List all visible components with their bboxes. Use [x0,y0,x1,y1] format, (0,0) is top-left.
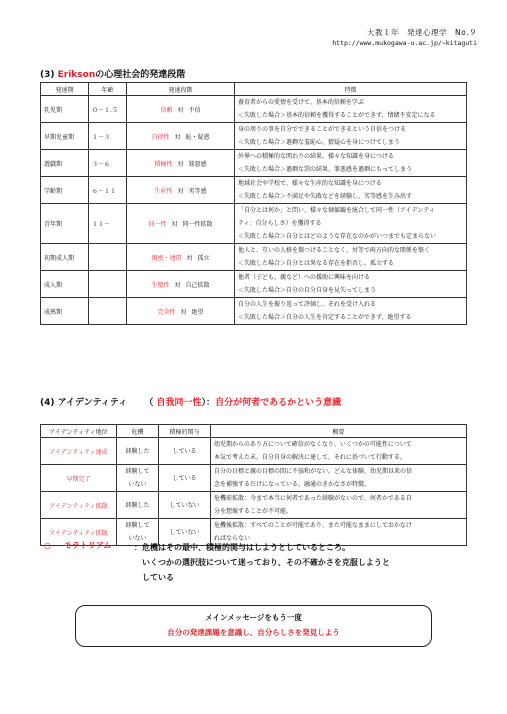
versus-word: 対 [180,308,187,316]
stage-crisis-cell [127,123,235,150]
table-row [41,96,467,123]
section4-title-text: アイデンティティ [57,398,128,408]
column-header: 発達期 [41,83,89,96]
status-summary-cell [211,465,467,492]
summary-line: 念を補強するだけになっている。融通のきかなさが特徴。 [214,481,371,488]
stage-feature-cell [235,244,467,271]
summary-line: 危機前拡散：今まで本当に何者であった経験がないので、何者かである自 [214,495,412,502]
negative-pole: 罪悪感 [188,160,207,168]
stage-crisis-cell [127,204,235,244]
stage-period-cell: 学齢期 [41,177,89,204]
stage-age-cell [89,244,127,271]
column-header: 年齢 [89,83,127,96]
table-header-row [41,425,467,438]
stage-age-cell [89,298,127,325]
table-row [41,244,467,271]
identity-status-cell: 早期完了 [41,465,117,492]
moratorium-label-block [44,540,111,551]
column-header: アイデンティティ地位 [41,425,117,438]
crisis-line: 経験した [125,447,150,455]
versus-word: 対 [177,187,184,195]
crisis-line: 経験して [125,522,150,529]
column-header: 特徴 [235,83,467,96]
section4-red-term: 自我同一性 [156,398,202,408]
positive-pole: 積極性 [154,160,173,168]
status-summary-cell [211,438,467,465]
crisis-line: いない [128,535,147,542]
crisis-line: 経験した [125,501,150,509]
table-row [41,492,467,519]
stage-crisis-cell [127,244,235,271]
column-header: 危機 [117,425,159,438]
negative-pole: 孤立 [197,254,210,262]
stage-period-cell: 青年期 [41,204,89,244]
section4-colon: ： [206,398,216,408]
summary-line: 分を想像することが不可能。 [214,508,293,515]
stage-age-cell: ６－１１ [89,177,127,204]
section4-red-definition: 自分が何者であるかという意識 [215,398,342,408]
erikson-stages-table [40,82,467,325]
feature-line: ＜失敗した場合＞過剰な羞恥心、猜疑心を身につけてしまう [238,139,400,146]
negative-pole: 自己拡散 [185,281,210,289]
positive-pole: 生殖性 [151,281,170,289]
feature-line: ＜失敗した場合＞自分の人生を肯定することができず、絶望する [238,314,412,321]
crisis-line: 経験して [125,468,150,475]
stage-feature-cell [235,204,467,244]
commitment-line: している [172,474,197,482]
negative-pole: 同一性拡散 [182,221,213,228]
commitment-cell [159,438,211,465]
feature-line: 養育者からの愛情を受けて、基本的信頼を学ぶ [238,99,364,106]
feature-line: ＜失敗した場合＞自分の自分自身を見失ってしまう [238,287,377,294]
table-row [41,177,467,204]
feature-line: ＜失敗した場合＞自分とは異なる存在を拒否し、孤立する [238,260,395,267]
main-message-heading: メインメッセージをもう一度 [205,613,302,622]
feature-line: 他人と、互いの人格を傷つけることなく、対等で両方向的な関係を築く [238,247,430,254]
negative-pole: 恥・疑惑 [185,133,210,141]
stage-feature-cell [235,177,467,204]
section3-title-rest: の心理社会的発達段階 [95,70,186,80]
versus-word: 対 [174,133,181,141]
course-header: 大教１年 発達心理学 No.９ [367,28,477,37]
crisis-cell [117,492,159,519]
stage-period-cell: 初期成人期 [41,244,89,271]
stage-age-cell: ３－６ [89,150,127,177]
feature-line: 他者（子ども、親など）への援助に興味を向ける [238,274,371,281]
summary-line: 本気で考えた末、自分自身の解決に達して、それに基づいて行動する。 [214,454,406,461]
stage-crisis-cell [127,298,235,325]
table-row [41,123,467,150]
commitment-line: していない [169,501,200,509]
section4-title [40,395,341,408]
crisis-line: いない [128,481,147,488]
crisis-cell [117,465,159,492]
summary-line: 自分の目標と親の目標の間に不協和がない。どんな体験、幼児期以来の信 [214,468,413,475]
feature-line: ＜失敗した場合＞自分とはどのような存在なのかがいつまでも定まらない [238,233,437,240]
identity-status-cell: アイデンティティ拡散 [41,519,117,546]
identity-status-table [40,424,467,546]
stage-feature-cell [235,271,467,298]
section3-title [40,67,185,80]
commitment-line: していない [169,528,200,536]
commitment-line: している [172,447,197,455]
negative-pole: 不信 [188,106,201,114]
feature-line: 外界への積極的な関わりの結果、様々な知識を身につける [238,153,394,160]
stage-crisis-cell [127,150,235,177]
summary-line: ればならない [214,535,251,542]
section3-accent: Erikson [57,70,96,80]
positive-pole: 完全性 [157,308,176,316]
table-row [41,465,467,492]
status-summary-cell [211,492,467,519]
negative-pole: 絶望 [191,308,204,316]
commitment-cell [159,465,211,492]
stage-feature-cell [235,96,467,123]
stage-age-cell: １－３ [89,123,127,150]
stage-period-cell: 早期児童期 [41,123,89,150]
feature-line: ＜失敗した場合＞基本的信頼を獲得することができず、情緒不安定になる [238,112,436,119]
feature-line: ＜失敗した場合＞不満足や失敗などを経験し、劣等感を生み出す [238,193,413,200]
positive-pole: 信頼 [160,106,173,114]
stage-period-cell: 乳児期 [41,96,89,123]
commitment-cell [159,492,211,519]
stage-feature-cell [235,150,467,177]
column-header: 概要 [211,425,467,438]
section4-number: (4) [40,398,55,408]
feature-line: 地域社会や学校で、様々な生産的な知識を身につける [238,180,382,187]
moratorium-description [134,540,390,585]
versus-word: 対 [171,221,178,228]
feature-line: ＜失敗した場合＞過剰な罰の結果、罪悪感を過剰にもってしまう [238,166,413,173]
stage-crisis-cell [127,96,235,123]
stage-feature-cell [235,123,467,150]
positive-pole: 生産性 [154,187,173,195]
main-message-box [75,605,432,647]
negative-pole: 劣等感 [188,187,207,195]
versus-word: 対 [177,160,184,168]
stage-period-cell: 成熟期 [41,298,89,325]
positive-pole: 自律性 [151,133,170,141]
stage-period-cell: 遊戯期 [41,150,89,177]
summary-line: 幼児期からのあり方について確信がなくなり、いくつかの可能性について [214,441,412,448]
positive-pole: 親密・連帯 [151,254,182,262]
feature-line: 身の周りの事を自分でできることができるという自信をつける [238,126,407,133]
table-row [41,438,467,465]
table-row [41,204,467,244]
crisis-cell [117,438,159,465]
table-row [41,298,467,325]
feature-line: ティ：自分らしさ）を獲得する [238,220,322,227]
stage-feature-cell [235,298,467,325]
positive-pole: 同一性 [148,221,167,228]
identity-status-cell: アイデンティティ達成 [41,438,117,465]
feature-line: 「自分とは何か」と問い、様々な価値観を統合して同一性（アイデンティ [238,207,435,214]
identity-status-cell: アイデンティティ拡散 [41,492,117,519]
stage-age-cell: １１－ [89,204,127,244]
column-header: 積極的関与 [159,425,211,438]
stage-age-cell [89,271,127,298]
moratorium-line: いくつかの選択肢について迷っており、その不確かさを克服しようと [142,558,390,567]
stage-period-cell: 成人期 [41,271,89,298]
moratorium-line: ：危機はその最中、積極的関与はしようとしているところ。 [134,543,350,552]
stage-crisis-cell [127,271,235,298]
versus-word: 対 [186,254,193,262]
course-url: http://www.mukogawa-u.ac.jp/~kitaguti [332,39,477,47]
moratorium-label: モラトリアム [63,541,112,550]
stage-age-cell: ０－１.５ [89,96,127,123]
main-message-text: 自分の発達課題を意識し、自分らしさを発見しよう [167,628,340,637]
summary-line: 危機後拡散：すべてのことが可能であり、また可能なままにしておかなけ [214,522,412,529]
table-row [41,271,467,298]
section3-number: (3) [40,70,55,80]
table-header-row [41,83,467,96]
stage-crisis-cell [127,177,235,204]
feature-line: 自分の人生を振り返って評価し、それを受け入れる [238,301,377,308]
column-header: 発達段階 [127,83,235,96]
section4-paren-close: ） [201,398,207,408]
section4-paren-open: （ [144,398,154,408]
table-row [41,150,467,177]
circle-bullet-icon: ○ [44,541,51,550]
versus-word: 対 [177,106,184,114]
moratorium-line: している [142,573,174,582]
versus-word: 対 [174,281,181,289]
